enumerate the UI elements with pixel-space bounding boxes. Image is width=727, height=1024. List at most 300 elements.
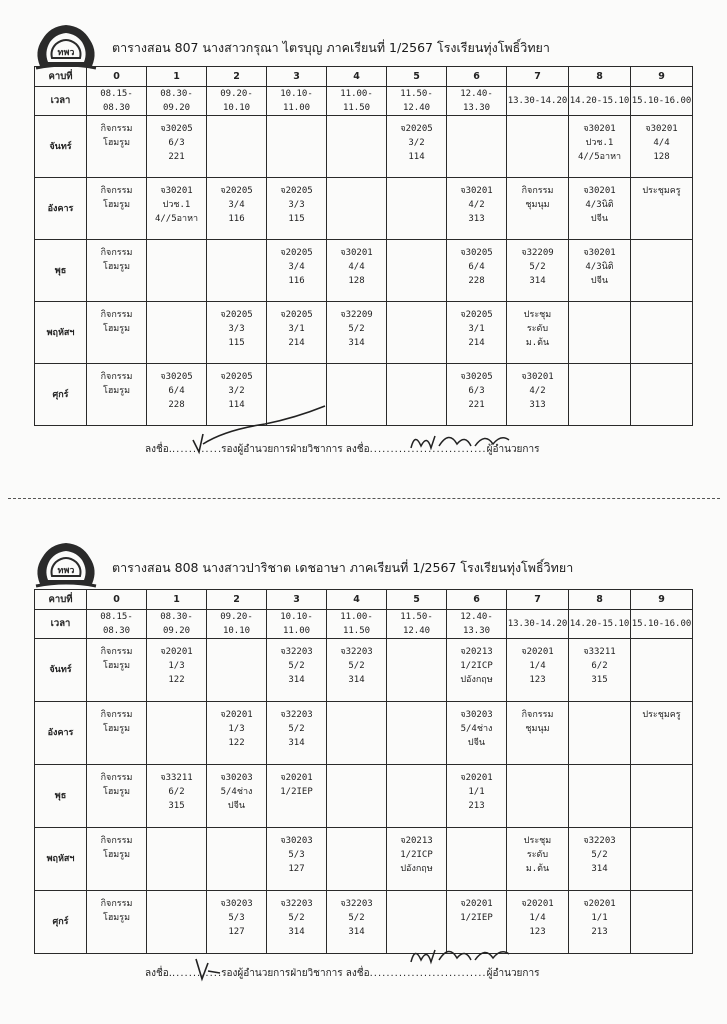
day-row — [35, 178, 693, 240]
class-cell-line: 5/2 — [348, 913, 365, 923]
class-cell — [569, 302, 631, 364]
class-cell-line: 313 — [529, 400, 546, 410]
class-cell — [507, 178, 569, 240]
class-cell-line: จ33211 — [583, 647, 616, 657]
class-cell-line: จ32203 — [280, 710, 313, 720]
class-cell-line: 1/2IEP — [280, 787, 313, 797]
class-cell-line: 4/4 — [653, 138, 670, 148]
class-cell-line: ระดับ — [526, 850, 549, 860]
class-cell-line: 1/3 — [228, 724, 245, 734]
class-cell-line: จ30201 — [340, 248, 373, 258]
class-cell — [507, 639, 569, 702]
class-cell — [267, 765, 327, 828]
class-cell-line: จ30203 — [460, 710, 493, 720]
class-cell-line: กิจกรรม — [100, 310, 133, 320]
class-cell-line: 5/2 — [529, 262, 546, 272]
school-emblem-icon — [30, 22, 102, 72]
class-cell — [569, 364, 631, 426]
class-cell — [147, 116, 207, 178]
period-number: 3 — [267, 590, 327, 610]
day-row — [35, 639, 693, 702]
class-cell-line: 3/2 — [408, 138, 425, 148]
class-cell — [147, 302, 207, 364]
time-slot: 11.00-11.50 — [327, 610, 387, 639]
class-cell-line: โฮมรูม — [102, 661, 131, 671]
class-cell — [387, 364, 447, 426]
class-cell-line: 6/4 — [468, 262, 485, 272]
sign-prefix: ลงชื่อ. — [145, 968, 172, 979]
class-cell-line: 3/3 — [288, 200, 305, 210]
class-cell-line: 128 — [653, 152, 670, 162]
class-cell-line: จ32203 — [340, 899, 373, 909]
class-cell-line: จ30203 — [220, 899, 253, 909]
class-cell-line: 1/1 — [591, 913, 608, 923]
day-row — [35, 364, 693, 426]
day-name: ศุกร์ — [35, 891, 87, 954]
class-cell — [87, 765, 147, 828]
time-slot: 15.10-16.00 — [631, 87, 693, 116]
class-cell-line: 127 — [288, 864, 305, 874]
class-cell-line: 213 — [468, 801, 485, 811]
class-cell-line: จ20201 — [220, 710, 253, 720]
class-cell-line: 314 — [529, 276, 546, 286]
class-cell — [387, 116, 447, 178]
class-cell-line: 1/3 — [168, 661, 185, 671]
day-name: พุธ — [35, 765, 87, 828]
class-cell-line: 4/2 — [468, 200, 485, 210]
sign-role-deputy: .รองผู้อำนวยการฝ่ายวิชาการ ลงชื่อ — [217, 968, 370, 979]
class-cell — [507, 302, 569, 364]
class-cell-line: จ20201 — [583, 899, 616, 909]
day-name: พฤหัสฯ — [35, 302, 87, 364]
class-cell — [507, 765, 569, 828]
class-cell — [507, 828, 569, 891]
class-cell-line: 214 — [468, 338, 485, 348]
class-cell-line: จ30205 — [160, 372, 193, 382]
class-cell — [631, 702, 693, 765]
class-cell — [507, 702, 569, 765]
class-cell — [87, 364, 147, 426]
class-cell-line: กิจกรรม — [100, 647, 133, 657]
time-slot: 13.30-14.20 — [507, 87, 569, 116]
class-cell-line: ชุมนุม — [525, 200, 550, 210]
class-cell — [631, 116, 693, 178]
timetable — [34, 66, 693, 426]
class-cell — [267, 639, 327, 702]
class-cell — [507, 364, 569, 426]
time-slot: 08.30-09.20 — [147, 610, 207, 639]
class-cell-line: 314 — [288, 927, 305, 937]
class-cell — [447, 639, 507, 702]
class-cell-line: 314 — [288, 675, 305, 685]
class-cell — [631, 828, 693, 891]
class-cell — [267, 702, 327, 765]
class-cell — [267, 828, 327, 891]
sign-role-director: ผู้อำนวยการ — [486, 444, 540, 455]
class-cell — [447, 765, 507, 828]
day-name: อังคาร — [35, 178, 87, 240]
class-cell — [569, 891, 631, 954]
sign-prefix: ลงชื่อ. — [145, 444, 172, 455]
time-slot: 12.40-13.30 — [447, 610, 507, 639]
class-cell-line: จ30203 — [220, 773, 253, 783]
period-number: 6 — [447, 67, 507, 87]
class-cell — [207, 302, 267, 364]
class-cell — [447, 240, 507, 302]
cut-line-divider — [8, 498, 720, 499]
class-cell-line: จ30201 — [583, 124, 616, 134]
class-cell-line: กิจกรรม — [521, 186, 554, 196]
class-cell-line: กิจกรรม — [100, 710, 133, 720]
class-cell-line: ชุมนุม — [525, 724, 550, 734]
period-number: 1 — [147, 590, 207, 610]
class-cell-line: จ30201 — [460, 186, 493, 196]
class-cell — [387, 178, 447, 240]
class-cell — [569, 702, 631, 765]
class-cell-line: โฮมรูม — [102, 200, 131, 210]
class-cell — [631, 240, 693, 302]
class-cell-line: ปอังกฤษ — [460, 675, 493, 685]
class-cell — [569, 639, 631, 702]
period-number: 5 — [387, 590, 447, 610]
class-cell-line: 314 — [288, 738, 305, 748]
period-number: 3 — [267, 67, 327, 87]
period-number: 1 — [147, 67, 207, 87]
class-cell-line: 314 — [348, 338, 365, 348]
class-cell-line: จ30205 — [460, 248, 493, 258]
class-cell-line: ปจีน — [227, 801, 246, 811]
class-cell-line: 1/2ICP — [460, 661, 493, 671]
class-cell — [207, 178, 267, 240]
class-cell-line: 228 — [468, 276, 485, 286]
class-cell-line: จ32209 — [340, 310, 373, 320]
day-row — [35, 240, 693, 302]
class-cell-line: ประชุมครู — [642, 710, 681, 720]
class-cell — [631, 302, 693, 364]
time-slot: 10.10-11.00 — [267, 87, 327, 116]
schedule-title: ตารางสอน 808 นางสาวปาริชาต เดชอาษา ภาคเรียนที่ 1/2567 โรงเรียนทุ่งโพธิ์วิทยา — [112, 560, 574, 575]
class-cell — [447, 116, 507, 178]
class-cell-line: จ32203 — [583, 836, 616, 846]
time-slot: 09.20-10.10 — [207, 87, 267, 116]
class-cell-line: 3/2 — [228, 386, 245, 396]
class-cell — [267, 302, 327, 364]
time-header-row — [35, 610, 693, 639]
class-cell — [147, 765, 207, 828]
class-cell — [447, 364, 507, 426]
class-cell — [207, 702, 267, 765]
class-cell-line: 116 — [288, 276, 305, 286]
class-cell — [87, 178, 147, 240]
class-cell-line: 228 — [168, 400, 185, 410]
time-label: เวลา — [35, 610, 87, 639]
class-cell-line: 5/4ช่าง — [220, 787, 253, 797]
class-cell-line: โฮมรูม — [102, 138, 131, 148]
time-slot: 10.10-11.00 — [267, 610, 327, 639]
class-cell-line: ปจีน — [590, 276, 609, 286]
period-number: 0 — [87, 67, 147, 87]
class-cell — [327, 302, 387, 364]
time-slot: 11.00-11.50 — [327, 87, 387, 116]
class-cell-line: กิจกรรม — [100, 773, 133, 783]
time-header-row — [35, 87, 693, 116]
class-cell-line: จ30201 — [160, 186, 193, 196]
day-row — [35, 302, 693, 364]
class-cell — [87, 828, 147, 891]
class-cell-line: ปวช.1 — [162, 200, 191, 210]
class-cell — [387, 828, 447, 891]
class-cell-line: 5/2 — [348, 324, 365, 334]
class-cell — [87, 302, 147, 364]
class-cell-line: 1/4 — [529, 661, 546, 671]
class-cell — [507, 891, 569, 954]
time-slot: 08.30-09.20 — [147, 87, 207, 116]
school-emblem-icon — [30, 540, 102, 590]
class-cell-line: จ20205 — [220, 310, 253, 320]
class-cell-line: 221 — [468, 400, 485, 410]
class-cell — [327, 240, 387, 302]
class-cell-line: จ30201 — [583, 186, 616, 196]
class-cell-line: 214 — [288, 338, 305, 348]
class-cell-line: กิจกรรม — [100, 186, 133, 196]
class-cell-line: จ32203 — [340, 647, 373, 657]
class-cell-line: 313 — [468, 214, 485, 224]
period-number: 8 — [569, 67, 631, 87]
class-cell-line: 127 — [228, 927, 245, 937]
class-cell-line: 114 — [408, 152, 425, 162]
class-cell-line: 1/2ICP — [400, 850, 433, 860]
class-cell — [87, 639, 147, 702]
class-cell-line: จ30203 — [280, 836, 313, 846]
class-cell-line: จ20205 — [400, 124, 433, 134]
class-cell-line: 4//5อาหา — [154, 214, 199, 224]
class-cell-line: กิจกรรม — [100, 248, 133, 258]
period-label: คาบที่ — [35, 590, 87, 610]
class-cell-line: 5/2 — [348, 661, 365, 671]
day-name: จันทร์ — [35, 116, 87, 178]
class-cell-line: 4/3นิติ — [585, 200, 614, 210]
period-number: 7 — [507, 67, 569, 87]
class-cell-line: จ20205 — [280, 186, 313, 196]
signature-line: ลงชื่อ.............รองผู้อำนวยการฝ่ายวิชาการ ลงชื่อ............................ผู้อำนวยการ — [145, 444, 540, 455]
class-cell-line: โฮมรูม — [102, 850, 131, 860]
class-cell-line: 115 — [288, 214, 305, 224]
class-cell-line: ระดับ — [526, 324, 549, 334]
class-cell — [327, 765, 387, 828]
class-cell-line: 5/2 — [288, 661, 305, 671]
handwritten-signature-icon — [190, 955, 230, 983]
class-cell-line: 6/3 — [468, 386, 485, 396]
class-cell-line: 315 — [168, 801, 185, 811]
class-cell — [87, 116, 147, 178]
class-cell — [327, 828, 387, 891]
class-cell-line: 314 — [348, 675, 365, 685]
class-cell — [569, 116, 631, 178]
day-name: พุธ — [35, 240, 87, 302]
class-cell — [569, 240, 631, 302]
class-cell-line: 5/3 — [228, 913, 245, 923]
class-cell-line: จ30201 — [521, 372, 554, 382]
time-label: เวลา — [35, 87, 87, 116]
class-cell — [507, 240, 569, 302]
class-cell — [447, 828, 507, 891]
class-cell — [631, 891, 693, 954]
class-cell-line: โฮมรูม — [102, 913, 131, 923]
period-number: 9 — [631, 590, 693, 610]
class-cell — [147, 891, 207, 954]
class-cell-line: จ20213 — [460, 647, 493, 657]
class-cell-line: 114 — [228, 400, 245, 410]
class-cell — [327, 891, 387, 954]
time-slot: 08.15-08.30 — [87, 610, 147, 639]
handwritten-signature-icon — [405, 426, 515, 456]
class-cell-line: โฮมรูม — [102, 386, 131, 396]
class-cell — [569, 178, 631, 240]
time-slot: 14.20-15.10 — [569, 610, 631, 639]
class-cell — [87, 702, 147, 765]
class-cell-line: 221 — [168, 152, 185, 162]
signature-line: ลงชื่อ.............รองผู้อำนวยการฝ่ายวิชาการ ลงชื่อ............................ผู้อำนวยการ — [145, 968, 540, 979]
class-cell-line: 4//5อาหา — [577, 152, 622, 162]
class-cell — [267, 240, 327, 302]
sign-role-director: ผู้อำนวยการ — [486, 968, 540, 979]
class-cell — [569, 828, 631, 891]
class-cell — [447, 302, 507, 364]
class-cell-line: 3/1 — [288, 324, 305, 334]
class-cell-line: จ20205 — [220, 186, 253, 196]
class-cell-line: 3/3 — [228, 324, 245, 334]
class-cell-line: 1/4 — [529, 913, 546, 923]
class-cell-line: 314 — [591, 864, 608, 874]
period-number: 0 — [87, 590, 147, 610]
period-number: 8 — [569, 590, 631, 610]
class-cell-line: 6/2 — [591, 661, 608, 671]
class-cell-line: 5/2 — [591, 850, 608, 860]
time-slot: 11.50-12.40 — [387, 87, 447, 116]
class-cell — [387, 639, 447, 702]
day-name: อังคาร — [35, 702, 87, 765]
class-cell — [327, 702, 387, 765]
class-cell-line: ปจีน — [467, 738, 486, 748]
class-cell — [267, 178, 327, 240]
class-cell-line: 3/4 — [288, 262, 305, 272]
day-row — [35, 116, 693, 178]
class-cell-line: 122 — [228, 738, 245, 748]
period-number: 7 — [507, 590, 569, 610]
time-slot: 08.15-08.30 — [87, 87, 147, 116]
class-cell-line: 3/4 — [228, 200, 245, 210]
class-cell-line: 5/4ช่าง — [460, 724, 493, 734]
class-cell-line: 3/1 — [468, 324, 485, 334]
day-name: จันทร์ — [35, 639, 87, 702]
class-cell — [387, 765, 447, 828]
period-label: คาบที่ — [35, 67, 87, 87]
class-cell — [631, 178, 693, 240]
class-cell — [87, 891, 147, 954]
class-cell-line: 116 — [228, 214, 245, 224]
class-cell-line: จ20201 — [460, 773, 493, 783]
class-cell-line: โฮมรูม — [102, 787, 131, 797]
day-name: ศุกร์ — [35, 364, 87, 426]
time-slot: 14.20-15.10 — [569, 87, 631, 116]
period-number: 5 — [387, 67, 447, 87]
class-cell — [147, 828, 207, 891]
period-number: 6 — [447, 590, 507, 610]
class-cell-line: 1/1 — [468, 787, 485, 797]
class-cell-line: จ20205 — [280, 248, 313, 258]
class-cell — [631, 364, 693, 426]
class-cell-line: โฮมรูม — [102, 262, 131, 272]
class-cell — [147, 702, 207, 765]
class-cell-line: ม.ต้น — [525, 864, 550, 874]
class-cell — [447, 702, 507, 765]
time-slot: 15.10-16.00 — [631, 610, 693, 639]
time-slot: 13.30-14.20 — [507, 610, 569, 639]
class-cell-line: จ20201 — [521, 647, 554, 657]
class-cell — [447, 178, 507, 240]
class-cell — [207, 240, 267, 302]
class-cell-line: 5/2 — [288, 913, 305, 923]
class-cell — [631, 765, 693, 828]
class-cell-line: ปวช.1 — [585, 138, 614, 148]
class-cell-line: จ30201 — [583, 248, 616, 258]
sign-role-deputy: .รองผู้อำนวยการฝ่ายวิชาการ ลงชื่อ — [217, 444, 370, 455]
class-cell-line: จ20201 — [521, 899, 554, 909]
day-row — [35, 891, 693, 954]
class-cell — [327, 639, 387, 702]
class-cell-line: จ32203 — [280, 647, 313, 657]
class-cell-line: จ33211 — [160, 773, 193, 783]
class-cell-line: 4/3นิติ — [585, 262, 614, 272]
svg-text:ทพว: ทพว — [57, 48, 75, 58]
class-cell-line: 213 — [591, 927, 608, 937]
class-cell-line: 123 — [529, 675, 546, 685]
class-cell-line: 6/2 — [168, 787, 185, 797]
period-header-row — [35, 590, 693, 610]
class-cell-line: ปจีน — [590, 214, 609, 224]
class-cell-line: กิจกรรม — [100, 899, 133, 909]
class-cell-line: 4/2 — [529, 386, 546, 396]
class-cell-line: 6/4 — [168, 386, 185, 396]
class-cell-line: จ20205 — [280, 310, 313, 320]
class-cell-line: กิจกรรม — [100, 836, 133, 846]
class-cell-line: ประชุมครู — [642, 186, 681, 196]
class-cell — [147, 639, 207, 702]
class-cell-line: โฮมรูม — [102, 324, 131, 334]
class-cell-line: ประชุม — [523, 836, 552, 846]
schedule-title: ตารางสอน 807 นางสาวกรุณา ไตรบุญ ภาคเรียนที่ 1/2567 โรงเรียนทุ่งโพธิ์วิทยา — [112, 40, 550, 55]
class-cell-line: 1/2IEP — [460, 913, 493, 923]
svg-text:ทพว: ทพว — [57, 566, 75, 576]
class-cell-line: กิจกรรม — [521, 710, 554, 720]
class-cell-line: 314 — [348, 927, 365, 937]
class-cell — [267, 116, 327, 178]
class-cell — [327, 116, 387, 178]
period-number: 4 — [327, 67, 387, 87]
class-cell — [387, 240, 447, 302]
class-cell — [147, 240, 207, 302]
day-row — [35, 702, 693, 765]
class-cell-line: ม.ต้น — [525, 338, 550, 348]
class-cell-line: จ20201 — [460, 899, 493, 909]
class-cell — [507, 116, 569, 178]
class-cell-line: 115 — [228, 338, 245, 348]
handwritten-signature-icon — [185, 400, 345, 456]
class-cell — [147, 178, 207, 240]
class-cell-line: กิจกรรม — [100, 372, 133, 382]
class-cell — [569, 765, 631, 828]
class-cell-line: จ20201 — [160, 647, 193, 657]
